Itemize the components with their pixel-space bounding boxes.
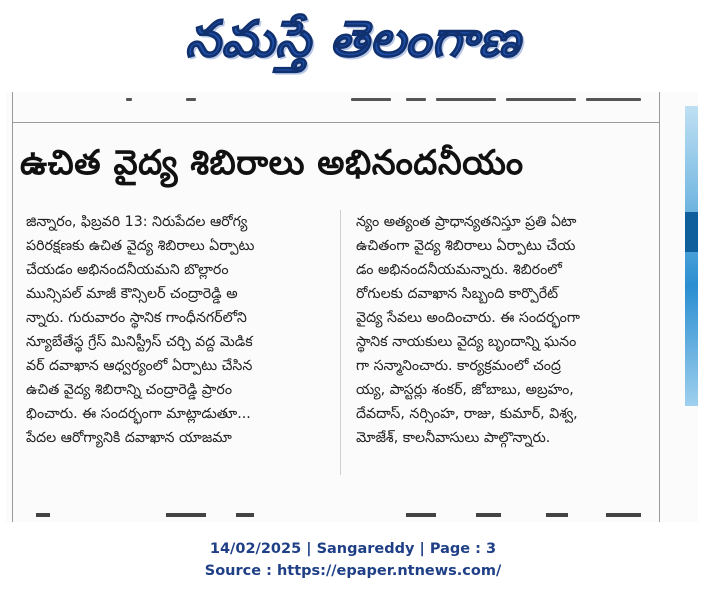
article-line: న్యూబేతేస్థ గ్రేస్ మినిస్ట్రీస్ చర్చి వద్ద మెడిక: [26, 334, 253, 350]
adjacent-photo-edge: [685, 106, 698, 406]
article-line: పేదల ఆరోగ్యానికి దవాఖాన యాజమా: [26, 430, 232, 446]
newspaper-clipping: [6, 92, 698, 522]
adjacent-photo-detail: [685, 212, 698, 252]
clipping-left-border: [12, 92, 13, 522]
article-column-left: [26, 210, 326, 450]
article-headline: ఉచిత వైద్య శిబిరాలు అభినందనీయం: [20, 143, 524, 183]
masthead: [0, 0, 706, 90]
article-line: ఉచిత వైద్య శిబిరాన్ని చంద్రారెడ్డి ప్రారం: [26, 382, 233, 398]
article-line: గా సన్మానించారు. కార్యక్రమంలో చంద్ర: [356, 358, 561, 374]
newspaper-logo: నమస్తే తెలంగాణ: [185, 9, 521, 68]
source-url: Source : https://epaper.ntnews.com/: [204, 563, 502, 579]
article-line: భించారు. ఈ సందర్భంగా మాట్లాడుతూ...: [26, 406, 251, 422]
article-line: య్య, పాస్టర్లు శంకర్, జోబాబు, అబ్రహం,: [356, 382, 574, 398]
article-line: స్థానిక నాయకులు వైద్య బృందాన్ని ఘనం: [356, 334, 577, 350]
article-line: వైద్య సేవలు అందించారు. ఈ సందర్భంగా: [356, 310, 580, 326]
cut-off-next-article: [6, 511, 666, 522]
article-line: పరిరక్షణకు ఉచిత వైద్య శిబిరాలు ఏర్పాటు: [26, 238, 255, 254]
clipping-right-border: [659, 92, 660, 522]
article-line: మున్సిపల్ మాజీ కౌన్సిలర్ చంద్రారెడ్డి అ: [26, 286, 238, 302]
article-column-right: [356, 210, 656, 450]
article-line: న్నారు. గురువారం స్థానిక గాంధీనగర్‌లోని: [26, 310, 247, 326]
source-footer: [0, 538, 706, 582]
date-edition-page: 14/02/2025 | Sangareddy | Page : 3: [209, 541, 497, 557]
article-line: న్యం అత్యంత ప్రాధాన్యతనిస్తూ ప్రతి ఏటా: [356, 214, 577, 230]
article-line: రోగులకు దవాఖాన సిబ్బంది కార్పొరేట్: [356, 286, 559, 302]
article-top-rule: [12, 122, 660, 123]
column-divider: [340, 210, 341, 475]
article-line: చేయడం అభినందనీయమని బొల్లారం: [26, 262, 229, 278]
article-line: జిన్నారం, ఫిబ్రవరి 13: నిరుపేదల ఆరోగ్య: [26, 214, 248, 230]
article-line: మోజేశ్, కాలనీవాసులు పాల్గొన్నారు.: [356, 430, 551, 446]
article-line: డం అభినందనీయమన్నారు. శిబిరంలో: [356, 262, 562, 278]
article-line: ఉచితంగా వైద్య శిబిరాలు ఏర్పాటు చేయ: [356, 238, 576, 254]
article-line: దేవదాస్, నర్సింహ, రాజు, కుమార్, విశ్వ,: [356, 406, 578, 422]
article-line: వర్ దవాఖాన ఆధ్వర్యంలో ఏర్పాటు చేసిన: [26, 358, 253, 374]
cut-off-previous-article: [6, 92, 666, 106]
